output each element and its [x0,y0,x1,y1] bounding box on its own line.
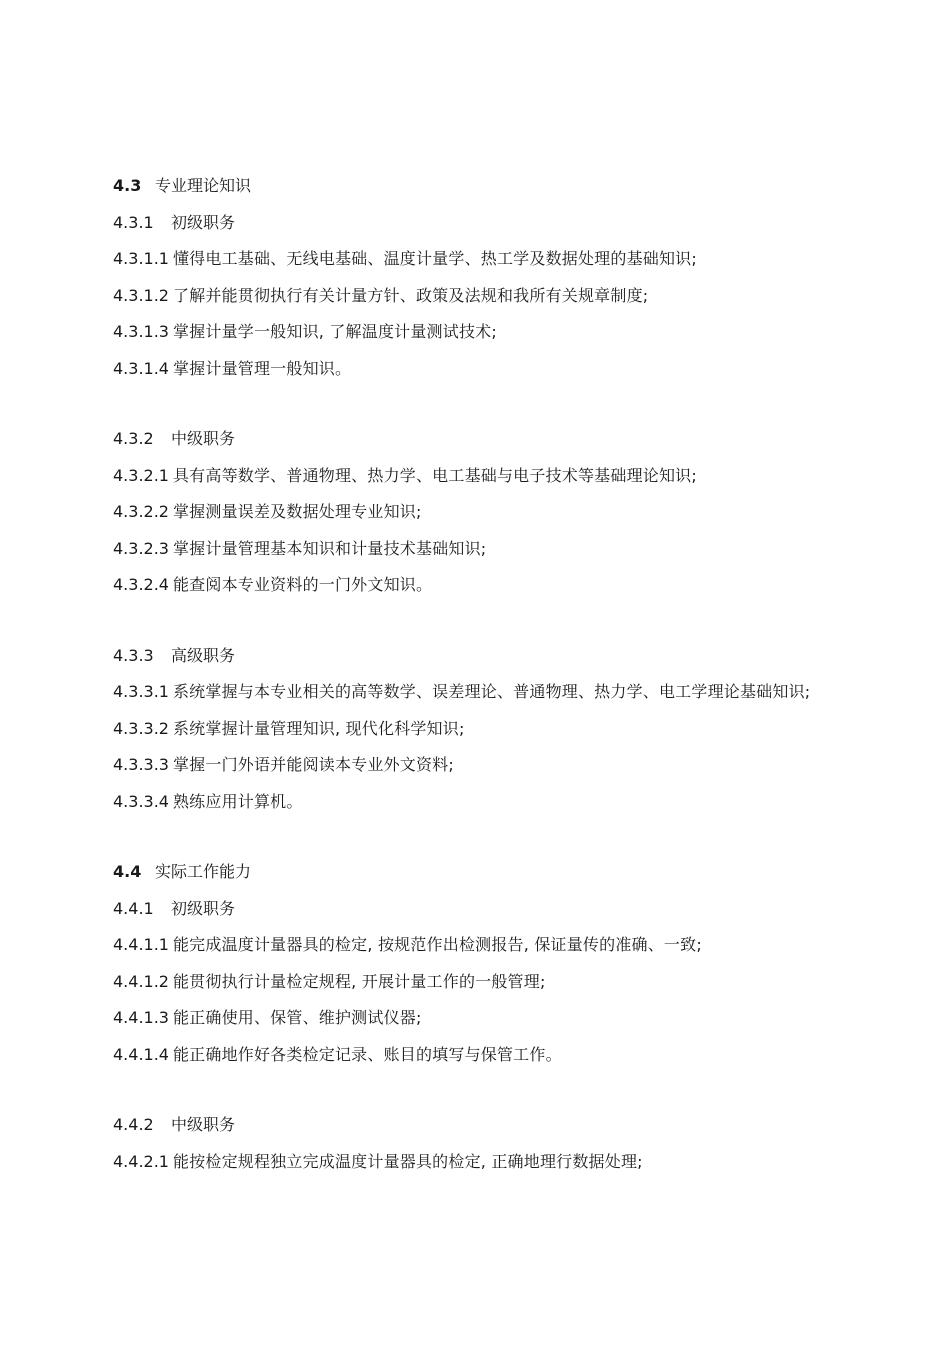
list-item [113,567,833,604]
item-text: 系统掌握与本专业相关的高等数学、误差理论、普通物理、热力学、电工学理论基础知识; [172,682,811,701]
list-item [113,458,833,495]
subsection-number: 4.4.1 [113,898,154,918]
item-text: 能查阅本专业资料的一门外文知识。 [172,575,433,594]
document-page [113,168,833,1214]
list-item [113,964,833,1001]
subsection-heading [113,891,833,928]
list-item [113,784,833,821]
list-item [113,1000,833,1037]
subsection-heading [113,1107,833,1144]
subsection-title: 中级职务 [171,1115,236,1134]
list-item [113,278,833,315]
section-block [113,421,833,604]
list-item [113,531,833,568]
list-item [113,747,833,784]
item-number: 4.3.2.2 [113,502,169,521]
item-text: 系统掌握计量管理知识, 现代化科学知识; [172,718,465,738]
item-text: 掌握一门外语并能阅读本专业外文资料; [172,755,454,774]
item-text: 掌握计量学一般知识, 了解温度计量测试技术; [172,322,497,341]
item-text: 掌握计量管理一般知识。 [172,358,352,378]
item-text: 能贯彻执行计量检定规程, 开展计量工作的一般管理; [172,971,546,991]
item-text: 具有高等数学、普通物理、热力学、电工基础与电子技术等基础理论知识; [172,465,697,485]
item-text: 能完成温度计量器具的检定, 按规范作出检测报告, 保证量传的准确、一致; [172,935,702,954]
subsection-heading [113,205,833,242]
item-number: 4.3.2.3 [113,538,169,558]
item-number: 4.3.2.1 [113,465,169,485]
item-text: 熟练应用计算机。 [172,791,303,811]
section-heading [113,168,833,205]
item-text: 能正确地作好各类检定记录、账目的填写与保管工作。 [172,1044,562,1064]
item-number: 4.3.1.4 [113,358,169,378]
item-number: 4.4.1.4 [113,1044,169,1064]
section-number: 4.4 [113,862,142,881]
item-number: 4.3.2.4 [113,575,169,594]
item-number: 4.4.1.2 [113,971,169,991]
subsection-title: 初级职务 [171,212,236,232]
item-text: 掌握计量管理基本知识和计量技术基础知识; [172,538,487,558]
list-item [113,1144,833,1181]
subsection-heading [113,421,833,458]
section-block [113,168,833,387]
list-item [113,494,833,531]
item-text: 能正确使用、保管、维护测试仪器; [172,1008,422,1027]
list-item [113,314,833,351]
list-item [113,241,833,278]
subsection-number: 4.3.1 [113,212,154,232]
section-block [113,854,833,1073]
section-title: 专业理论知识 [155,176,252,195]
item-number: 4.4.1.1 [113,935,169,954]
item-number: 4.4.1.3 [113,1008,169,1027]
subsection-title: 初级职务 [171,898,236,918]
subsection-heading [113,638,833,675]
subsection-number: 4.3.2 [113,429,154,448]
subsection-title: 中级职务 [171,429,236,448]
subsection-title: 高级职务 [171,645,236,665]
list-item [113,1037,833,1074]
section-heading [113,854,833,891]
list-item [113,674,833,711]
item-number: 4.3.1.2 [113,285,169,305]
subsection-number: 4.4.2 [113,1115,154,1134]
item-number: 4.3.1.1 [113,249,169,268]
section-number: 4.3 [113,176,142,195]
item-text: 懂得电工基础、无线电基础、温度计量学、热工学及数据处理的基础知识; [172,249,697,268]
item-number: 4.3.3.3 [113,755,169,774]
item-number: 4.3.3.2 [113,718,169,738]
section-block [113,638,833,821]
item-number: 4.3.3.1 [113,682,169,701]
item-text: 掌握测量误差及数据处理专业知识; [172,502,422,521]
section-block [113,1107,833,1180]
list-item [113,927,833,964]
subsection-number: 4.3.3 [113,645,154,665]
item-number: 4.3.3.4 [113,791,169,811]
list-item [113,711,833,748]
list-item [113,351,833,388]
item-text: 能按检定规程独立完成温度计量器具的检定, 正确地理行数据处理; [172,1151,643,1171]
item-text: 了解并能贯彻执行有关计量方针、政策及法规和我所有关规章制度; [172,285,649,305]
item-number: 4.4.2.1 [113,1151,169,1171]
section-title: 实际工作能力 [155,862,252,881]
item-number: 4.3.1.3 [113,322,169,341]
